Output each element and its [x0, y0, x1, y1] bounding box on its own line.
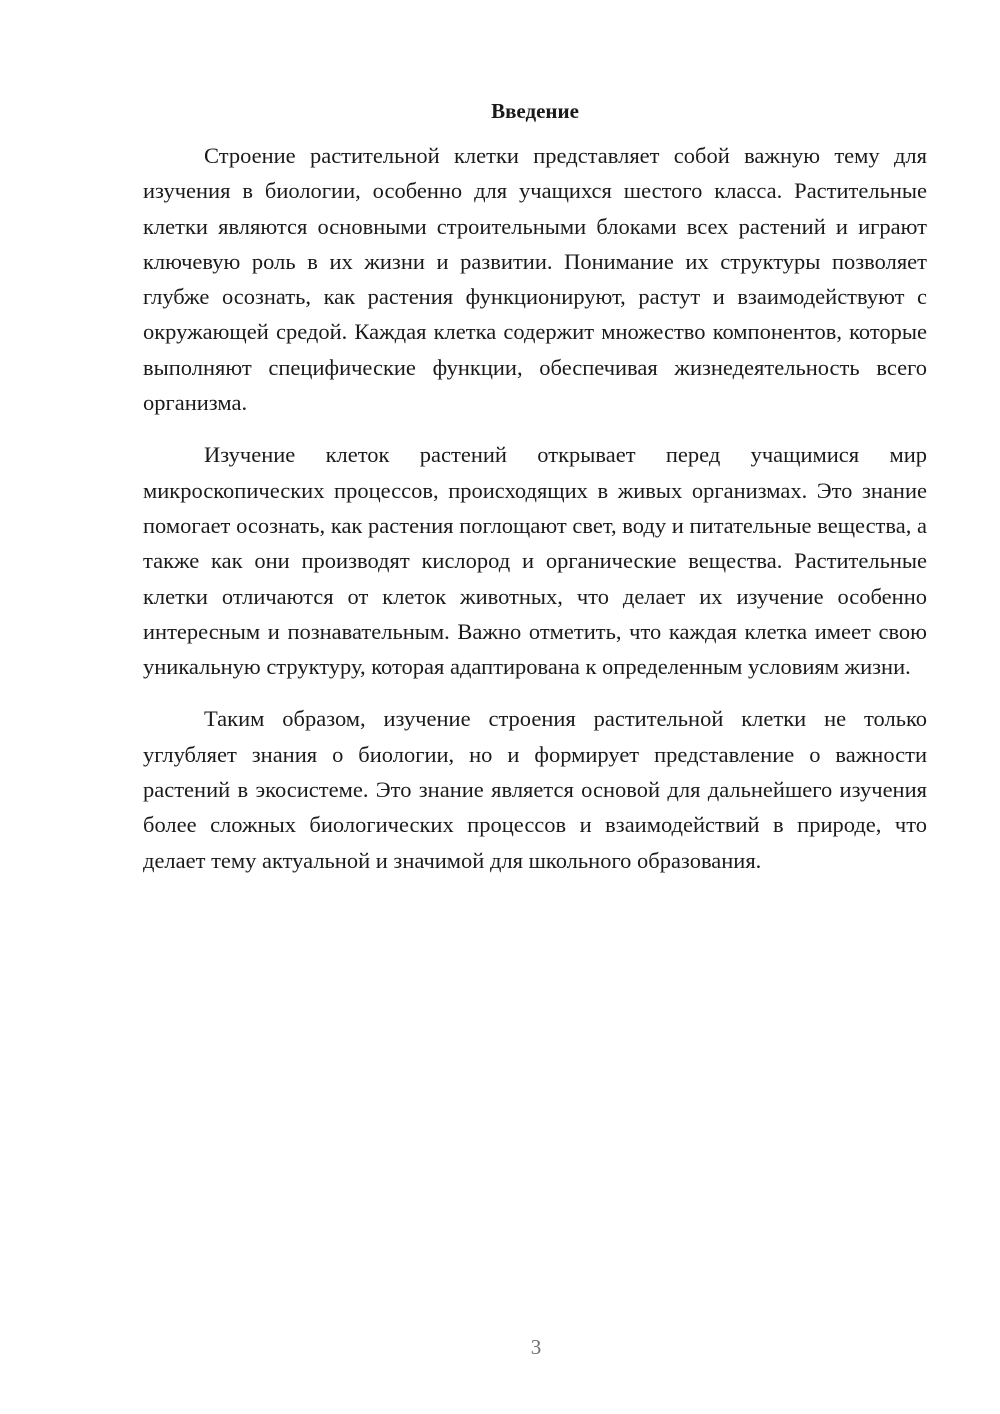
- page-content: [143, 96, 927, 895]
- paragraph-2: Изучение клеток растений открывает перед учащимися мир микроскопических процессов, происходящих в живых организмах. Это знание помогает осознать, как растения поглощают свет, воду и питательные вещества, а также как они производят кислород и органические вещества. Растительные клетки отличаются от клеток животных, что делает их изучение особенно интересным и познавательным. Важно отметить, что каждая клетка имеет свою уникальную структуру, которая адаптирована к определенным условиям жизни.: [143, 442, 927, 680]
- section-heading: Введение: [491, 99, 579, 123]
- page-number: 3: [530, 1335, 542, 1359]
- paragraph-3: Таким образом, изучение строения растительной клетки не только углубляет знания о биологии, но и формирует представление о важности растений в экосистеме. Это знание является основой для дальнейшего изучения более сложных биологических процессов и взаимодействий в природе, что делает тему актуальной и значимой для школьного образования.: [143, 706, 927, 873]
- paragraph-1: Строение растительной клетки представляет собой важную тему для изучения в биологии, особенно для учащихся шестого класса. Растительные клетки являются основными строительными блоками всех растений и играют ключевую роль в их жизни и развитии. Понимание их структуры позволяет глубже осознать, как растения функционируют, растут и взаимодействуют с окружающей средой. Каждая клетка содержит множество компонентов, которые выполняют специфические функции, обеспечивая жизнедеятельность всего организма.: [143, 143, 927, 416]
